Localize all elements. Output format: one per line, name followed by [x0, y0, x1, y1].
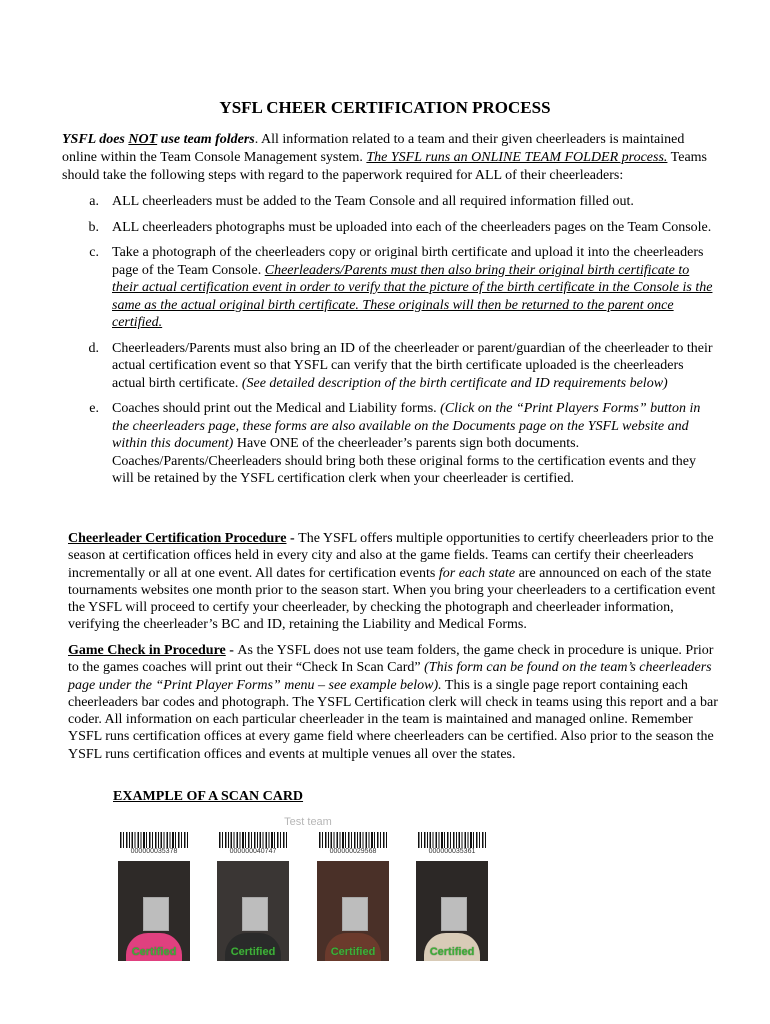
intro-lead-2: use team folders	[157, 132, 255, 147]
game-check-text-1: As the YSFL does not use team folders, the game check in procedure is unique. Prior to the games coaches will print out their “Check In Scan Card”	[68, 643, 714, 676]
scan-card-team-name: Test team	[284, 816, 332, 828]
barcode-icon	[418, 832, 486, 848]
player-photo	[317, 861, 389, 961]
player-photo	[118, 861, 190, 961]
barcode-number: 000000040747	[229, 848, 277, 855]
intro-paragraph	[62, 131, 722, 185]
blurred-face-icon	[441, 897, 467, 931]
scan-card-player	[317, 832, 389, 964]
list-marker: d.	[88, 340, 99, 356]
game-check-italic: (This form can be found on the team’s cheerleaders page under the “Print Player Forms” menu – see example below).	[68, 660, 712, 693]
certified-status: Certified	[330, 946, 376, 958]
scan-card-player	[118, 832, 190, 964]
certified-status: Certified	[429, 946, 475, 958]
procedure-text-2: are announced on each of the state tournaments websites one month prior to the season start. When you bring your cheerleaders to a certification event the YSFL will proceed to certify your cheerleader, by checking the photograph and cheerleader information, verifying the cheerleader’s BC and ID, retaining the Liability and Medical Forms.	[68, 565, 716, 633]
list-item-text: Coaches should print out the Medical and Liability forms.	[112, 401, 441, 416]
intro-text-2: Teams should take the following steps with regard to the paperwork required for ALL of their cheerleaders:	[62, 150, 708, 183]
certified-status: Certified	[131, 946, 177, 958]
list-item	[62, 400, 722, 488]
barcode-number: 000000035361	[428, 848, 476, 855]
barcode-icon	[219, 832, 287, 848]
blurred-face-icon	[342, 897, 368, 931]
list-item	[62, 219, 722, 237]
list-item-body	[112, 244, 722, 332]
list-marker: b.	[88, 219, 99, 235]
intro-text-1: . All information related to a team and their given cheerleaders is maintained online within the Team Console Management system.	[62, 132, 685, 165]
list-marker: e.	[89, 401, 99, 416]
intro-lead-not: NOT	[128, 132, 158, 147]
list-marker: c.	[89, 245, 99, 260]
certified-status: Certified	[230, 946, 276, 958]
list-item-emphasis: (See detailed description of the birth certificate and ID requirements below)	[241, 375, 668, 391]
list-item-text: Cheerleaders/Parents must also bring an ID of the cheerleader or parent/guardian of the cheerleader to their actual certification event so that YSFL can verify that the birth certificate uploaded is the cheerleaders actual birth certificate.	[112, 340, 713, 391]
list-item-emphasis: Cheerleaders/Parents must then also bring their original birth certificate to their actual certification event in order to verify that the picture of the birth certificate in the Console is the same as the actual original birth certificate. These originals will then be returned to the parent once certified.	[112, 262, 713, 330]
list-item-body	[112, 400, 722, 488]
game-check-text-2: This is a single page report containing each cheerleaders bar codes and photograph. The YSFL Certification clerk will check in teams using this report and a bar coder. All information on each particular cheerleader in the team is maintained and managed online. Remember YSFL runs certification offices at every game field where cheerleaders can be certified. Also prior to the season the YSFL runs certification offices and events at multiple venues all over the states.	[68, 677, 718, 762]
barcode-number: 000000029568	[329, 848, 377, 855]
list-item-text-2: Have ONE of the cheerleader’s parents sign both documents. Coaches/Parents/Cheerleaders should bring both these original forms to the certification events and they will be retained by the YSFL certification clerk when your cheerleader is certified.	[112, 436, 696, 486]
list-item	[62, 340, 722, 393]
document-title: YSFL CHEER CERTIFICATION PROCESS	[219, 98, 551, 117]
intro-online-folder: The YSFL runs an ONLINE TEAM FOLDER process.	[366, 150, 668, 165]
heading-dash: -	[286, 531, 299, 546]
list-item	[62, 193, 722, 211]
blurred-face-icon	[143, 897, 169, 931]
list-item	[62, 244, 722, 332]
player-photo	[217, 861, 289, 961]
list-item-text: Take a photograph of the cheerleaders copy or original birth certificate and upload it into the cheerleaders page of the Team Console.	[112, 245, 704, 278]
barcode-number: 000000035378	[130, 848, 178, 855]
procedure-italic: for each state	[438, 565, 516, 581]
scan-card-player	[416, 832, 488, 964]
certification-procedure-heading: Cheerleader Certification Procedure	[68, 531, 287, 546]
list-item-text: ALL cheerleaders must be added to the Team Console and all required information filled out.	[112, 194, 634, 209]
game-check-paragraph	[68, 642, 720, 763]
heading-dash: -	[225, 643, 238, 658]
barcode-icon	[120, 832, 188, 848]
game-check-heading: Game Check in Procedure	[68, 643, 226, 658]
list-item-emphasis: (Click on the “Print Players Forms” button in the cheerleaders page, these forms are also available on the Documents page on the YSFL website and within this document)	[112, 401, 701, 451]
certification-procedure-paragraph	[68, 530, 720, 634]
scan-card-player	[217, 832, 289, 964]
procedure-text-1: The YSFL offers multiple opportunities to certify cheerleaders prior to the season at certification offices held in every city and also at the game fields. Teams can certify their cheerleaders incrementally or all at one event. All dates for certification events	[68, 531, 714, 581]
intro-lead-1: YSFL does	[62, 132, 129, 147]
list-marker: a.	[89, 194, 99, 209]
steps-list	[62, 193, 722, 496]
scan-card-image	[118, 814, 498, 964]
scan-card-example-heading: EXAMPLE OF A SCAN CARD	[113, 789, 304, 804]
list-item-body	[112, 340, 722, 393]
list-item-text: ALL cheerleaders photographs must be uploaded into each of the cheerleaders pages on the Team Console.	[112, 219, 712, 235]
blurred-face-icon	[242, 897, 268, 931]
player-photo	[416, 861, 488, 961]
barcode-icon	[319, 832, 387, 848]
